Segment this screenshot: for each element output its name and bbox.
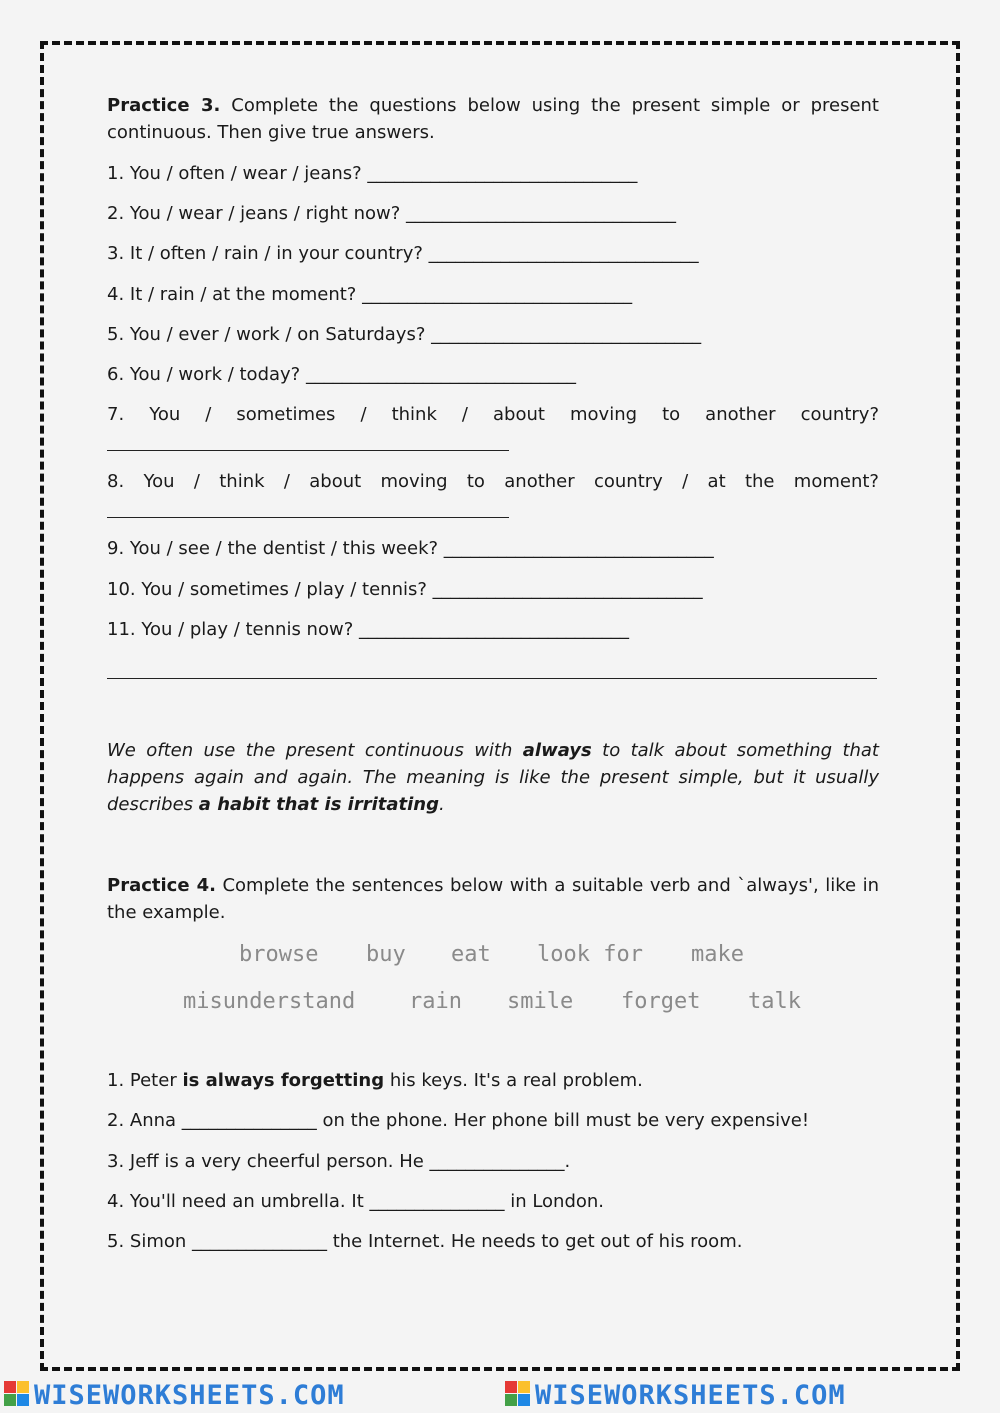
word-bank-word: misunderstand <box>183 989 356 1014</box>
practice3-item-10: 10. You / sometimes / play / tennis? ______________________________ <box>107 579 703 600</box>
practice4-item-5: 5. Simon _______________ the Internet. He needs to get out of his room. <box>107 1231 743 1252</box>
word-bank-word: eat <box>451 942 491 967</box>
practice3-item-5: 5. You / ever / work / on Saturdays? ______________________________ <box>107 324 702 345</box>
practice4-instructions: Practice 4. Complete the sentences below with a suitable verb and `always', like in the example. <box>107 875 879 923</box>
word-bank-word: forget <box>621 989 701 1014</box>
practice3-item-9: 9. You / see / the dentist / this week? ______________________________ <box>107 538 714 559</box>
word-bank-word: talk <box>748 989 801 1014</box>
practice3-item-6: 6. You / work / today? ______________________________ <box>107 364 576 385</box>
grammar-note: We often use the present continuous with always to talk about something that happens again and again. The meaning is like the present simple, but it usually describes a habit that is irritating. <box>107 740 879 815</box>
word-bank-word: rain <box>409 989 462 1014</box>
word-bank <box>107 942 879 1022</box>
practice3-item-11: 11. You / play / tennis now? ______________________________ <box>107 619 629 640</box>
word-bank-word: browse <box>239 942 319 967</box>
answer-line-7 <box>107 450 509 451</box>
practice4-item-4: 4. You'll need an umbrella. It _______________ in London. <box>107 1191 605 1212</box>
wiseworksheets-logo-icon <box>4 1381 30 1407</box>
answer-line-8 <box>107 517 509 518</box>
word-bank-word: buy <box>366 942 406 967</box>
practice3-item-3: 3. It / often / rain / in your country? ______________________________ <box>107 243 699 264</box>
word-bank-word: make <box>691 942 744 967</box>
wiseworksheets-logo-icon <box>505 1381 531 1407</box>
practice3-item-1: 1. You / often / wear / jeans? ______________________________ <box>107 163 638 184</box>
practice4-heading: Practice 4. <box>107 875 216 896</box>
practice3-item-2: 2. You / wear / jeans / right now? ______________________________ <box>107 203 676 224</box>
practice3-heading: Practice 3. <box>107 95 221 116</box>
section-divider-line <box>107 678 877 679</box>
practice3-item-7: 7. You / sometimes / think / about moving to another country? <box>107 404 879 425</box>
word-bank-word: look for <box>537 942 643 967</box>
practice4-example: 1. Peter is always forgetting his keys. It's a real problem. <box>107 1070 643 1091</box>
watermark-footer <box>0 1378 1000 1413</box>
watermark-brand-2: WISEWORKSHEETS.COM <box>505 1380 846 1411</box>
word-bank-word: smile <box>507 989 574 1014</box>
practice3-item-4: 4. It / rain / at the moment? ______________________________ <box>107 284 633 305</box>
practice4-item-2: 2. Anna _______________ on the phone. Her phone bill must be very expensive! <box>107 1110 810 1131</box>
practice3-item-8: 8. You / think / about moving to another country / at the moment? <box>107 471 879 492</box>
practice3-instructions: Practice 3. Complete the questions below using the present simple or present continuous. Then give true answers. <box>107 95 879 143</box>
practice4-item-3: 3. Jeff is a very cheerful person. He _______________. <box>107 1151 571 1172</box>
watermark-brand-1: WISEWORKSHEETS.COM <box>4 1380 345 1411</box>
